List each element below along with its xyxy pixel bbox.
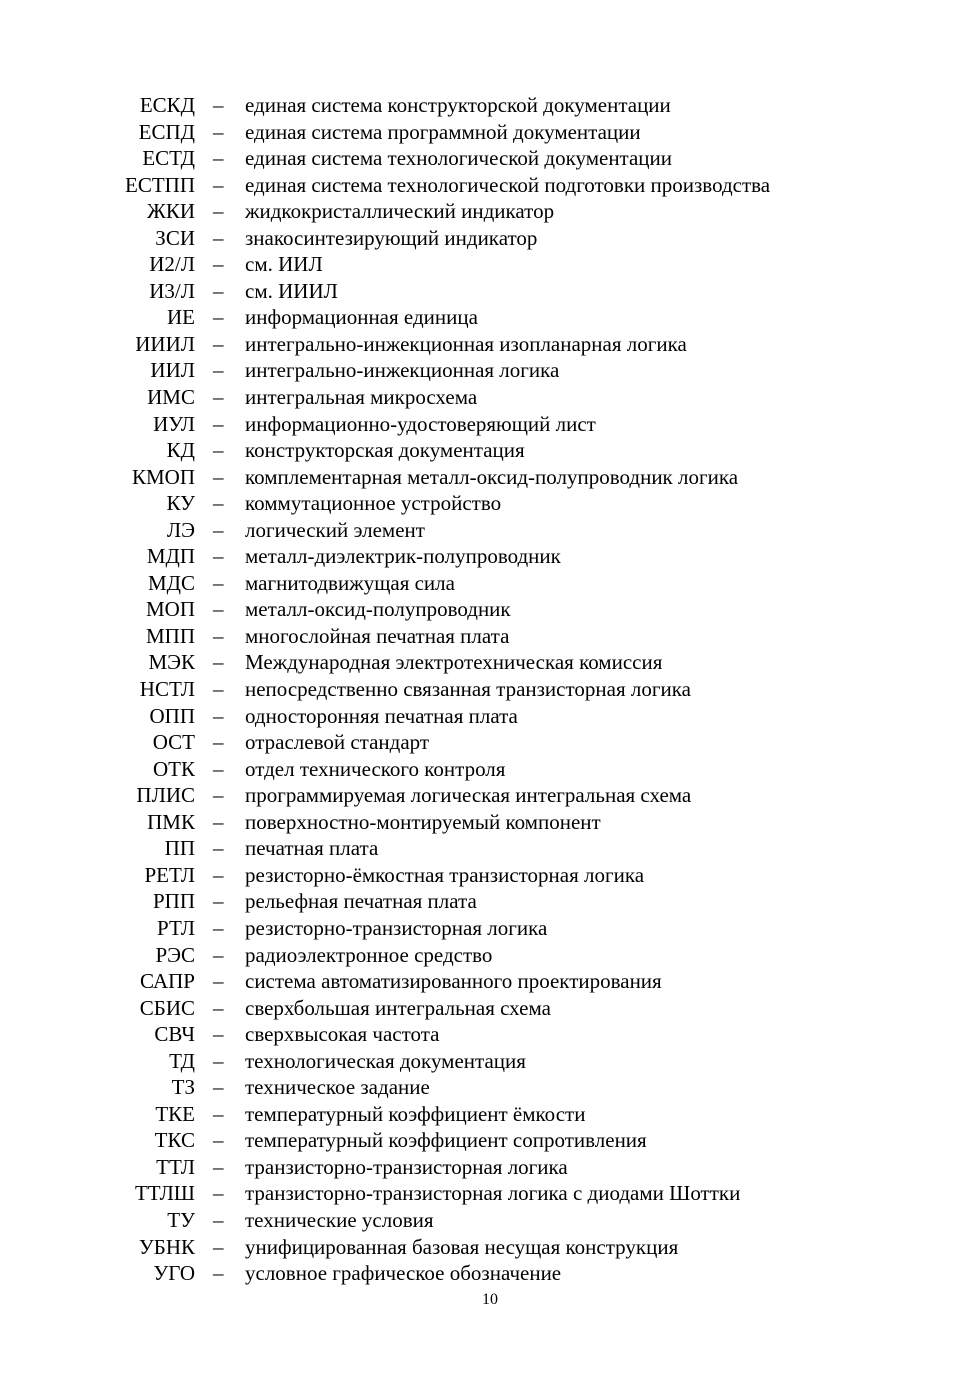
abbreviation-term: ТТЛШ — [134, 1181, 195, 1206]
abbreviation-row — [0, 782, 980, 809]
abbreviation-dash: – — [213, 570, 224, 595]
abbreviation-dash: – — [213, 252, 224, 277]
abbreviation-term: И2/Л — [149, 252, 195, 277]
abbreviation-dash: – — [213, 1022, 224, 1047]
abbreviation-row — [0, 357, 980, 384]
abbreviation-dash: – — [213, 146, 224, 171]
abbreviation-term: ТТЛ — [156, 1154, 195, 1179]
abbreviation-row — [0, 490, 980, 517]
abbreviation-term: КД — [166, 438, 195, 463]
abbreviation-row — [0, 623, 980, 650]
abbreviation-dash: – — [213, 1261, 224, 1286]
abbreviation-dash: – — [213, 1207, 224, 1232]
abbreviation-dash: – — [213, 889, 224, 914]
abbreviation-term: МДС — [147, 570, 195, 595]
abbreviation-row — [0, 968, 980, 995]
abbreviation-definition: знакосинтезирующий индикатор — [245, 225, 538, 250]
abbreviation-definition: конструкторская документация — [245, 438, 525, 463]
abbreviation-dash: – — [213, 809, 224, 834]
abbreviation-row — [0, 862, 980, 889]
abbreviation-term: ТЗ — [171, 1075, 195, 1100]
abbreviation-definition: интегрально-инжекционная логика — [245, 358, 560, 383]
abbreviation-term: ЕСТПП — [125, 172, 195, 197]
abbreviation-row — [0, 1127, 980, 1154]
abbreviation-row — [0, 198, 980, 225]
abbreviation-definition: печатная плата — [245, 836, 379, 861]
abbreviation-definition: унифицированная базовая несущая конструкция — [245, 1234, 679, 1259]
abbreviation-term: ЕСТД — [142, 146, 195, 171]
abbreviation-definition: единая система программной документации — [245, 119, 641, 144]
abbreviation-dash: – — [213, 1075, 224, 1100]
abbreviation-row — [0, 756, 980, 783]
abbreviation-dash: – — [213, 1048, 224, 1073]
abbreviation-row — [0, 225, 980, 252]
abbreviation-dash: – — [213, 119, 224, 144]
abbreviation-definition: многослойная печатная плата — [245, 623, 510, 648]
abbreviation-definition: см. ИИИЛ — [245, 278, 338, 303]
abbreviation-row — [0, 942, 980, 969]
abbreviation-term: И3/Л — [149, 278, 195, 303]
abbreviation-term: МОП — [145, 597, 195, 622]
abbreviation-row — [0, 995, 980, 1022]
abbreviation-dash: – — [213, 438, 224, 463]
abbreviation-definition: отраслевой стандарт — [245, 730, 430, 755]
abbreviation-term: ЛЭ — [166, 517, 195, 542]
abbreviation-dash: – — [213, 464, 224, 489]
abbreviation-definition: интегрально-инжекционная изопланарная логика — [245, 331, 687, 356]
abbreviation-dash: – — [213, 491, 224, 516]
abbreviation-row — [0, 729, 980, 756]
abbreviation-definition: условное графическое обозначение — [245, 1261, 562, 1286]
abbreviation-term: ОПП — [149, 703, 195, 728]
abbreviation-definition: металл-диэлектрик-полупроводник — [245, 544, 561, 569]
abbreviation-term: КМОП — [131, 464, 195, 489]
abbreviation-dash: – — [213, 1234, 224, 1259]
abbreviation-definition: сверхбольшая интегральная схема — [245, 995, 551, 1020]
abbreviation-term: ПЛИС — [136, 783, 195, 808]
abbreviation-dash: – — [213, 730, 224, 755]
abbreviation-row — [0, 92, 980, 119]
abbreviation-row — [0, 251, 980, 278]
abbreviation-dash: – — [213, 305, 224, 330]
abbreviation-definition: единая система технологической документации — [245, 146, 673, 171]
abbreviation-definition: техническое задание — [245, 1075, 430, 1100]
abbreviation-row — [0, 596, 980, 623]
abbreviation-row — [0, 1154, 980, 1181]
abbreviation-definition: коммутационное устройство — [245, 491, 502, 516]
abbreviation-term: ИИЛ — [150, 358, 195, 383]
abbreviation-row — [0, 888, 980, 915]
abbreviation-row — [0, 172, 980, 199]
abbreviation-dash: – — [213, 969, 224, 994]
abbreviation-definition: технологическая документация — [245, 1048, 526, 1073]
abbreviation-term: ПП — [164, 836, 195, 861]
abbreviation-term: ЕСКД — [139, 93, 195, 117]
abbreviation-term: РЭС — [155, 942, 195, 967]
abbreviation-row — [0, 411, 980, 438]
abbreviation-term: ПМК — [147, 809, 195, 834]
abbreviation-definition: система автоматизированного проектирования — [245, 969, 662, 994]
abbreviation-term: МДП — [146, 544, 195, 569]
abbreviation-term: РТЛ — [157, 915, 195, 940]
abbreviation-term: МЭК — [148, 650, 195, 675]
abbreviation-definition: температурный коэффициент сопротивления — [245, 1128, 647, 1153]
abbreviation-definition: температурный коэффициент ёмкости — [245, 1101, 586, 1126]
abbreviation-term: РЕТЛ — [144, 862, 195, 887]
abbreviation-row — [0, 278, 980, 305]
abbreviation-row — [0, 437, 980, 464]
abbreviation-definition: интегральная микросхема — [245, 385, 478, 410]
abbreviation-term: УБНК — [138, 1234, 195, 1259]
abbreviation-term: РПП — [152, 889, 195, 914]
abbreviation-definition: отдел технического контроля — [245, 756, 506, 781]
abbreviation-definition: единая система конструкторской документации — [245, 93, 671, 117]
abbreviation-definition: магнитодвижущая сила — [245, 570, 455, 595]
abbreviation-row — [0, 649, 980, 676]
abbreviation-definition: непосредственно связанная транзисторная логика — [245, 677, 691, 702]
abbreviation-row — [0, 464, 980, 491]
abbreviation-row — [0, 835, 980, 862]
abbreviation-row — [0, 570, 980, 597]
abbreviation-dash: – — [213, 411, 224, 436]
abbreviation-row — [0, 1101, 980, 1128]
abbreviation-dash: – — [213, 1101, 224, 1126]
abbreviation-row — [0, 543, 980, 570]
abbreviation-term: КУ — [166, 491, 195, 516]
abbreviation-row — [0, 331, 980, 358]
abbreviation-dash: – — [213, 172, 224, 197]
abbreviation-row — [0, 119, 980, 146]
abbreviation-term: СБИС — [139, 995, 195, 1020]
abbreviation-dash: – — [213, 358, 224, 383]
abbreviation-dash: – — [213, 650, 224, 675]
abbreviation-term: ОСТ — [152, 730, 195, 755]
abbreviation-definition: резисторно-транзисторная логика — [245, 915, 548, 940]
abbreviation-row — [0, 1021, 980, 1048]
abbreviation-definition: сверхвысокая частота — [245, 1022, 440, 1047]
abbreviation-dash: – — [213, 756, 224, 781]
abbreviation-row — [0, 1048, 980, 1075]
abbreviation-dash: – — [213, 597, 224, 622]
abbreviation-dash: – — [213, 677, 224, 702]
abbreviation-term: УГО — [153, 1261, 195, 1286]
abbreviation-dash: – — [213, 915, 224, 940]
abbreviation-definition: единая система технологической подготовки производства — [245, 172, 771, 197]
abbreviation-dash: – — [213, 862, 224, 887]
abbreviation-term: ЖКИ — [147, 199, 195, 224]
abbreviation-row — [0, 384, 980, 411]
abbreviation-row — [0, 1074, 980, 1101]
abbreviation-term: ИМС — [147, 385, 195, 410]
abbreviation-definition: Международная электротехническая комиссия — [245, 650, 663, 675]
abbreviation-term: ТД — [169, 1048, 195, 1073]
abbreviation-term: НСТЛ — [139, 677, 195, 702]
abbreviation-dash: – — [213, 1128, 224, 1153]
abbreviation-dash: – — [213, 278, 224, 303]
abbreviation-definition: односторонняя печатная плата — [245, 703, 518, 728]
page-number: 10 — [482, 1291, 498, 1308]
abbreviation-term: ТУ — [167, 1207, 195, 1232]
abbreviation-definition: программируемая логическая интегральная схема — [245, 783, 692, 808]
abbreviation-definition: поверхностно-монтируемый компонент — [245, 809, 601, 834]
abbreviation-definition: комплементарная металл-оксид-полупроводник логика — [245, 464, 739, 489]
abbreviation-dash: – — [213, 225, 224, 250]
abbreviation-term: ОТК — [153, 756, 195, 781]
abbreviation-definition: транзисторно-транзисторная логика — [245, 1154, 568, 1179]
abbreviation-dash: – — [213, 703, 224, 728]
abbreviation-term: ИЕ — [167, 305, 195, 330]
abbreviation-definition: технические условия — [245, 1207, 434, 1232]
abbreviation-definition: металл-оксид-полупроводник — [245, 597, 511, 622]
abbreviation-term: МПП — [145, 623, 195, 648]
abbreviation-term: ЕСПД — [138, 119, 195, 144]
abbreviation-term: СВЧ — [154, 1022, 195, 1047]
abbreviation-definition: резисторно-ёмкостная транзисторная логика — [245, 862, 645, 887]
abbreviation-row — [0, 703, 980, 730]
abbreviation-definition: радиоэлектронное средство — [245, 942, 493, 967]
abbreviation-definition: рельефная печатная плата — [245, 889, 477, 914]
abbreviation-dash: – — [213, 517, 224, 542]
abbreviation-row — [0, 915, 980, 942]
abbreviation-row — [0, 676, 980, 703]
abbreviation-row — [0, 809, 980, 836]
abbreviation-row — [0, 1207, 980, 1234]
abbreviation-dash: – — [213, 836, 224, 861]
abbreviation-row — [0, 1180, 980, 1207]
abbreviation-dash: – — [213, 1154, 224, 1179]
abbreviation-dash: – — [213, 1181, 224, 1206]
abbreviation-row — [0, 517, 980, 544]
abbreviation-definition: логический элемент — [245, 517, 425, 542]
abbreviation-list — [0, 92, 980, 1287]
abbreviation-dash: – — [213, 995, 224, 1020]
abbreviation-definition: информационная единица — [245, 305, 478, 330]
abbreviation-dash: – — [213, 623, 224, 648]
abbreviation-dash: – — [213, 385, 224, 410]
abbreviation-row — [0, 304, 980, 331]
abbreviation-dash: – — [213, 942, 224, 967]
abbreviation-term: ИУЛ — [153, 411, 195, 436]
abbreviation-term: ТКС — [154, 1128, 195, 1153]
abbreviation-term: ЗСИ — [155, 225, 195, 250]
abbreviation-dash: – — [213, 331, 224, 356]
abbreviation-term: ТКЕ — [155, 1101, 195, 1126]
abbreviation-row — [0, 145, 980, 172]
abbreviation-row — [0, 1234, 980, 1261]
abbreviation-term: САПР — [140, 969, 195, 994]
abbreviation-definition: см. ИИЛ — [245, 252, 323, 277]
abbreviation-dash: – — [213, 783, 224, 808]
abbreviation-dash: – — [213, 199, 224, 224]
abbreviation-dash: – — [213, 93, 224, 117]
abbreviation-term: ИИИЛ — [135, 331, 195, 356]
abbreviation-definition: информационно-удостоверяющий лист — [245, 411, 596, 436]
abbreviation-definition: транзисторно-транзисторная логика с диодами Шоттки — [245, 1181, 741, 1206]
abbreviation-definition: жидкокристаллический индикатор — [245, 199, 555, 224]
abbreviation-dash: – — [213, 544, 224, 569]
abbreviation-row — [0, 1260, 980, 1287]
